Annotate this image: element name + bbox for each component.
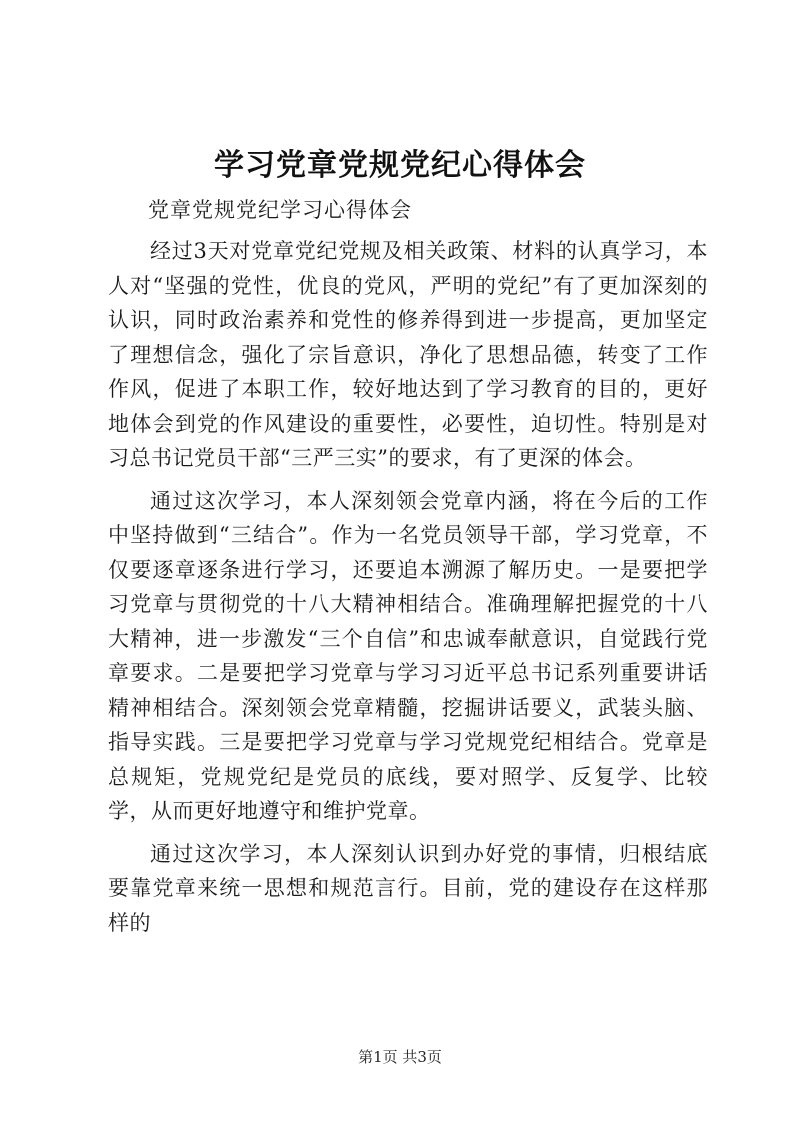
page-footer: 第1页 共3页 xyxy=(358,1048,442,1066)
paragraph: 通过这次学习，本人深刻领会党章内涵，将在今后的工作中坚持做到“三结合”。作为一名党员领导干部，学习党章，不仅要逐章逐条进行学习，还要追本溯源了解历史。一是要把学习党章与贯彻党的十八大精神相结合。准确理解把握党的十八大精神，进一步激发“三个自信”和忠诚奉献意识，自觉践行党章要求。二是要把学习党章与学习习近平总书记系列重要讲话精神相结合。深刻领会党章精髓，挖掘讲话要义，武装头脑、指导实践。三是要把学习党章与学习党规党纪相结合。党章是总规矩，党规党纪是党员的底线，要对照学、反复学、比较学，从而更好地遵守和维护党章。 xyxy=(108,488,708,823)
document-title: 学习党章党规党纪心得体会 xyxy=(214,148,586,183)
document-subtitle: 党章党规党纪学习心得体会 xyxy=(148,198,412,222)
document-body xyxy=(108,234,708,940)
paragraph: 经过3天对党章党纪党规及相关政策、材料的认真学习，本人对“坚强的党性，优良的党风，严明的党纪”有了更加深刻的认识，同时政治素养和党性的修养得到进一步提高，更加坚定了理想信念，强化了宗旨意识，净化了思想品德，转变了工作作风，促进了本职工作，较好地达到了学习教育的目的，更好地体会到党的作风建设的重要性，必要性，迫切性。特别是对习总书记党员干部“三严三实”的要求，有了更深的体会。 xyxy=(108,239,708,470)
paragraph: 通过这次学习，本人深刻认识到办好党的事情，归根结底要靠党章来统一思想和规范言行。目前，党的建设存在这样那样的 xyxy=(108,841,708,935)
